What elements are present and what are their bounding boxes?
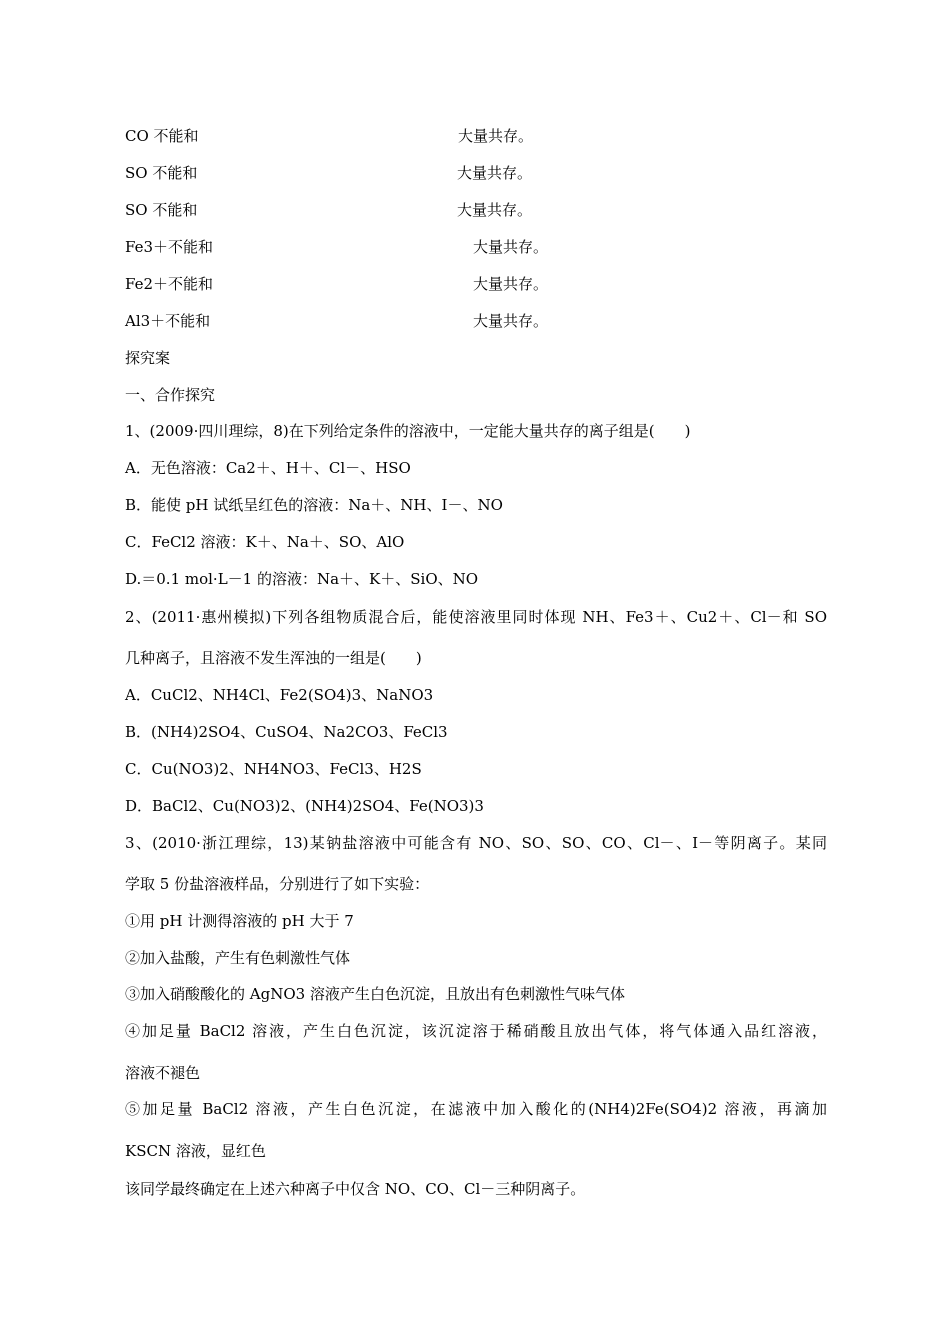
q1-option-a: A．无色溶液：Ca2＋、H＋、Cl－、HSO bbox=[125, 459, 411, 477]
q1-option-d: D.＝0.1 mol·L－1 的溶液：Na＋、K＋、SiO、NO bbox=[125, 570, 479, 588]
q1-stem: 1、(2009·四川理综，8)在下列给定条件的溶液中，一定能大量共存的离子组是( ) bbox=[125, 422, 691, 440]
q2-option-c: C．Cu(NO3)2、NH4NO3、FeCl3、H2S bbox=[125, 760, 422, 778]
subsection-title: 一、合作探究 bbox=[125, 386, 216, 404]
q1-option-b: B．能使 pH 试纸呈红色的溶液：Na＋、NH、I－、NO bbox=[125, 496, 503, 514]
coexistence-ion-4: Fe3＋不能和 bbox=[125, 238, 214, 256]
q3-step-2: ②加入盐酸，产生有色刺激性气体 bbox=[125, 949, 351, 967]
q2-stem-line2: 几种离子，且溶液不发生浑浊的一组是( ) bbox=[125, 649, 422, 667]
q2-stem-line1: 2、(2011·惠州模拟)下列各组物质混合后，能使溶液里同时体现 NH、Fe3＋、Cu2＋、Cl－和 SO bbox=[125, 608, 827, 626]
q3-step-5-cont: KSCN 溶液，显红色 bbox=[125, 1142, 266, 1160]
q3-step-3: ③加入硝酸酸化的 AgNO3 溶液产生白色沉淀，且放出有色刺激性气味气体 bbox=[125, 985, 625, 1003]
q3-conclusion: 该同学最终确定在上述六种离子中仅含 NO、CO、Cl－三种阴离子。 bbox=[125, 1180, 586, 1198]
q3-step-5: ⑤加足量 BaCl2 溶液，产生白色沉淀，在滤液中加入酸化的(NH4)2Fe(SO4)2 溶液，再滴加 bbox=[125, 1100, 827, 1118]
coexistence-ion-6: Al3＋不能和 bbox=[125, 312, 211, 330]
q3-step-4: ④加足量 BaCl2 溶液，产生白色沉淀，该沉淀溶于稀硝酸且放出气体，将气体通入品红溶液， bbox=[125, 1022, 827, 1040]
section-title: 探究案 bbox=[125, 349, 171, 367]
q1-option-c: C．FeCl2 溶液：K＋、Na＋、SO、AlO bbox=[125, 533, 405, 551]
coexistence-ion-1: CO 不能和 bbox=[125, 127, 199, 145]
coexistence-suffix-6: 大量共存。 bbox=[473, 312, 549, 330]
q3-stem-line2: 学取 5 份盐溶液样品，分别进行了如下实验： bbox=[125, 875, 430, 893]
coexistence-suffix-5: 大量共存。 bbox=[473, 275, 549, 293]
q3-stem-line1: 3、(2010·浙江理综，13)某钠盐溶液中可能含有 NO、SO、SO、CO、Cl－、I－等阴离子。某同 bbox=[125, 834, 827, 852]
coexistence-ion-3: SO 不能和 bbox=[125, 201, 198, 219]
coexistence-suffix-1: 大量共存。 bbox=[458, 127, 534, 145]
q2-option-a: A．CuCl2、NH4Cl、Fe2(SO4)3、NaNO3 bbox=[125, 686, 434, 704]
coexistence-ion-2: SO 不能和 bbox=[125, 164, 198, 182]
coexistence-ion-5: Fe2＋不能和 bbox=[125, 275, 214, 293]
q2-option-d: D．BaCl2、Cu(NO3)2、(NH4)2SO4、Fe(NO3)3 bbox=[125, 797, 484, 815]
q3-step-1: ①用 pH 计测得溶液的 pH 大于 7 bbox=[125, 912, 354, 930]
q2-option-b: B．(NH4)2SO4、CuSO4、Na2CO3、FeCl3 bbox=[125, 723, 448, 741]
coexistence-suffix-3: 大量共存。 bbox=[457, 201, 533, 219]
coexistence-suffix-2: 大量共存。 bbox=[457, 164, 533, 182]
coexistence-suffix-4: 大量共存。 bbox=[473, 238, 549, 256]
q3-step-4-cont: 溶液不褪色 bbox=[125, 1064, 201, 1082]
